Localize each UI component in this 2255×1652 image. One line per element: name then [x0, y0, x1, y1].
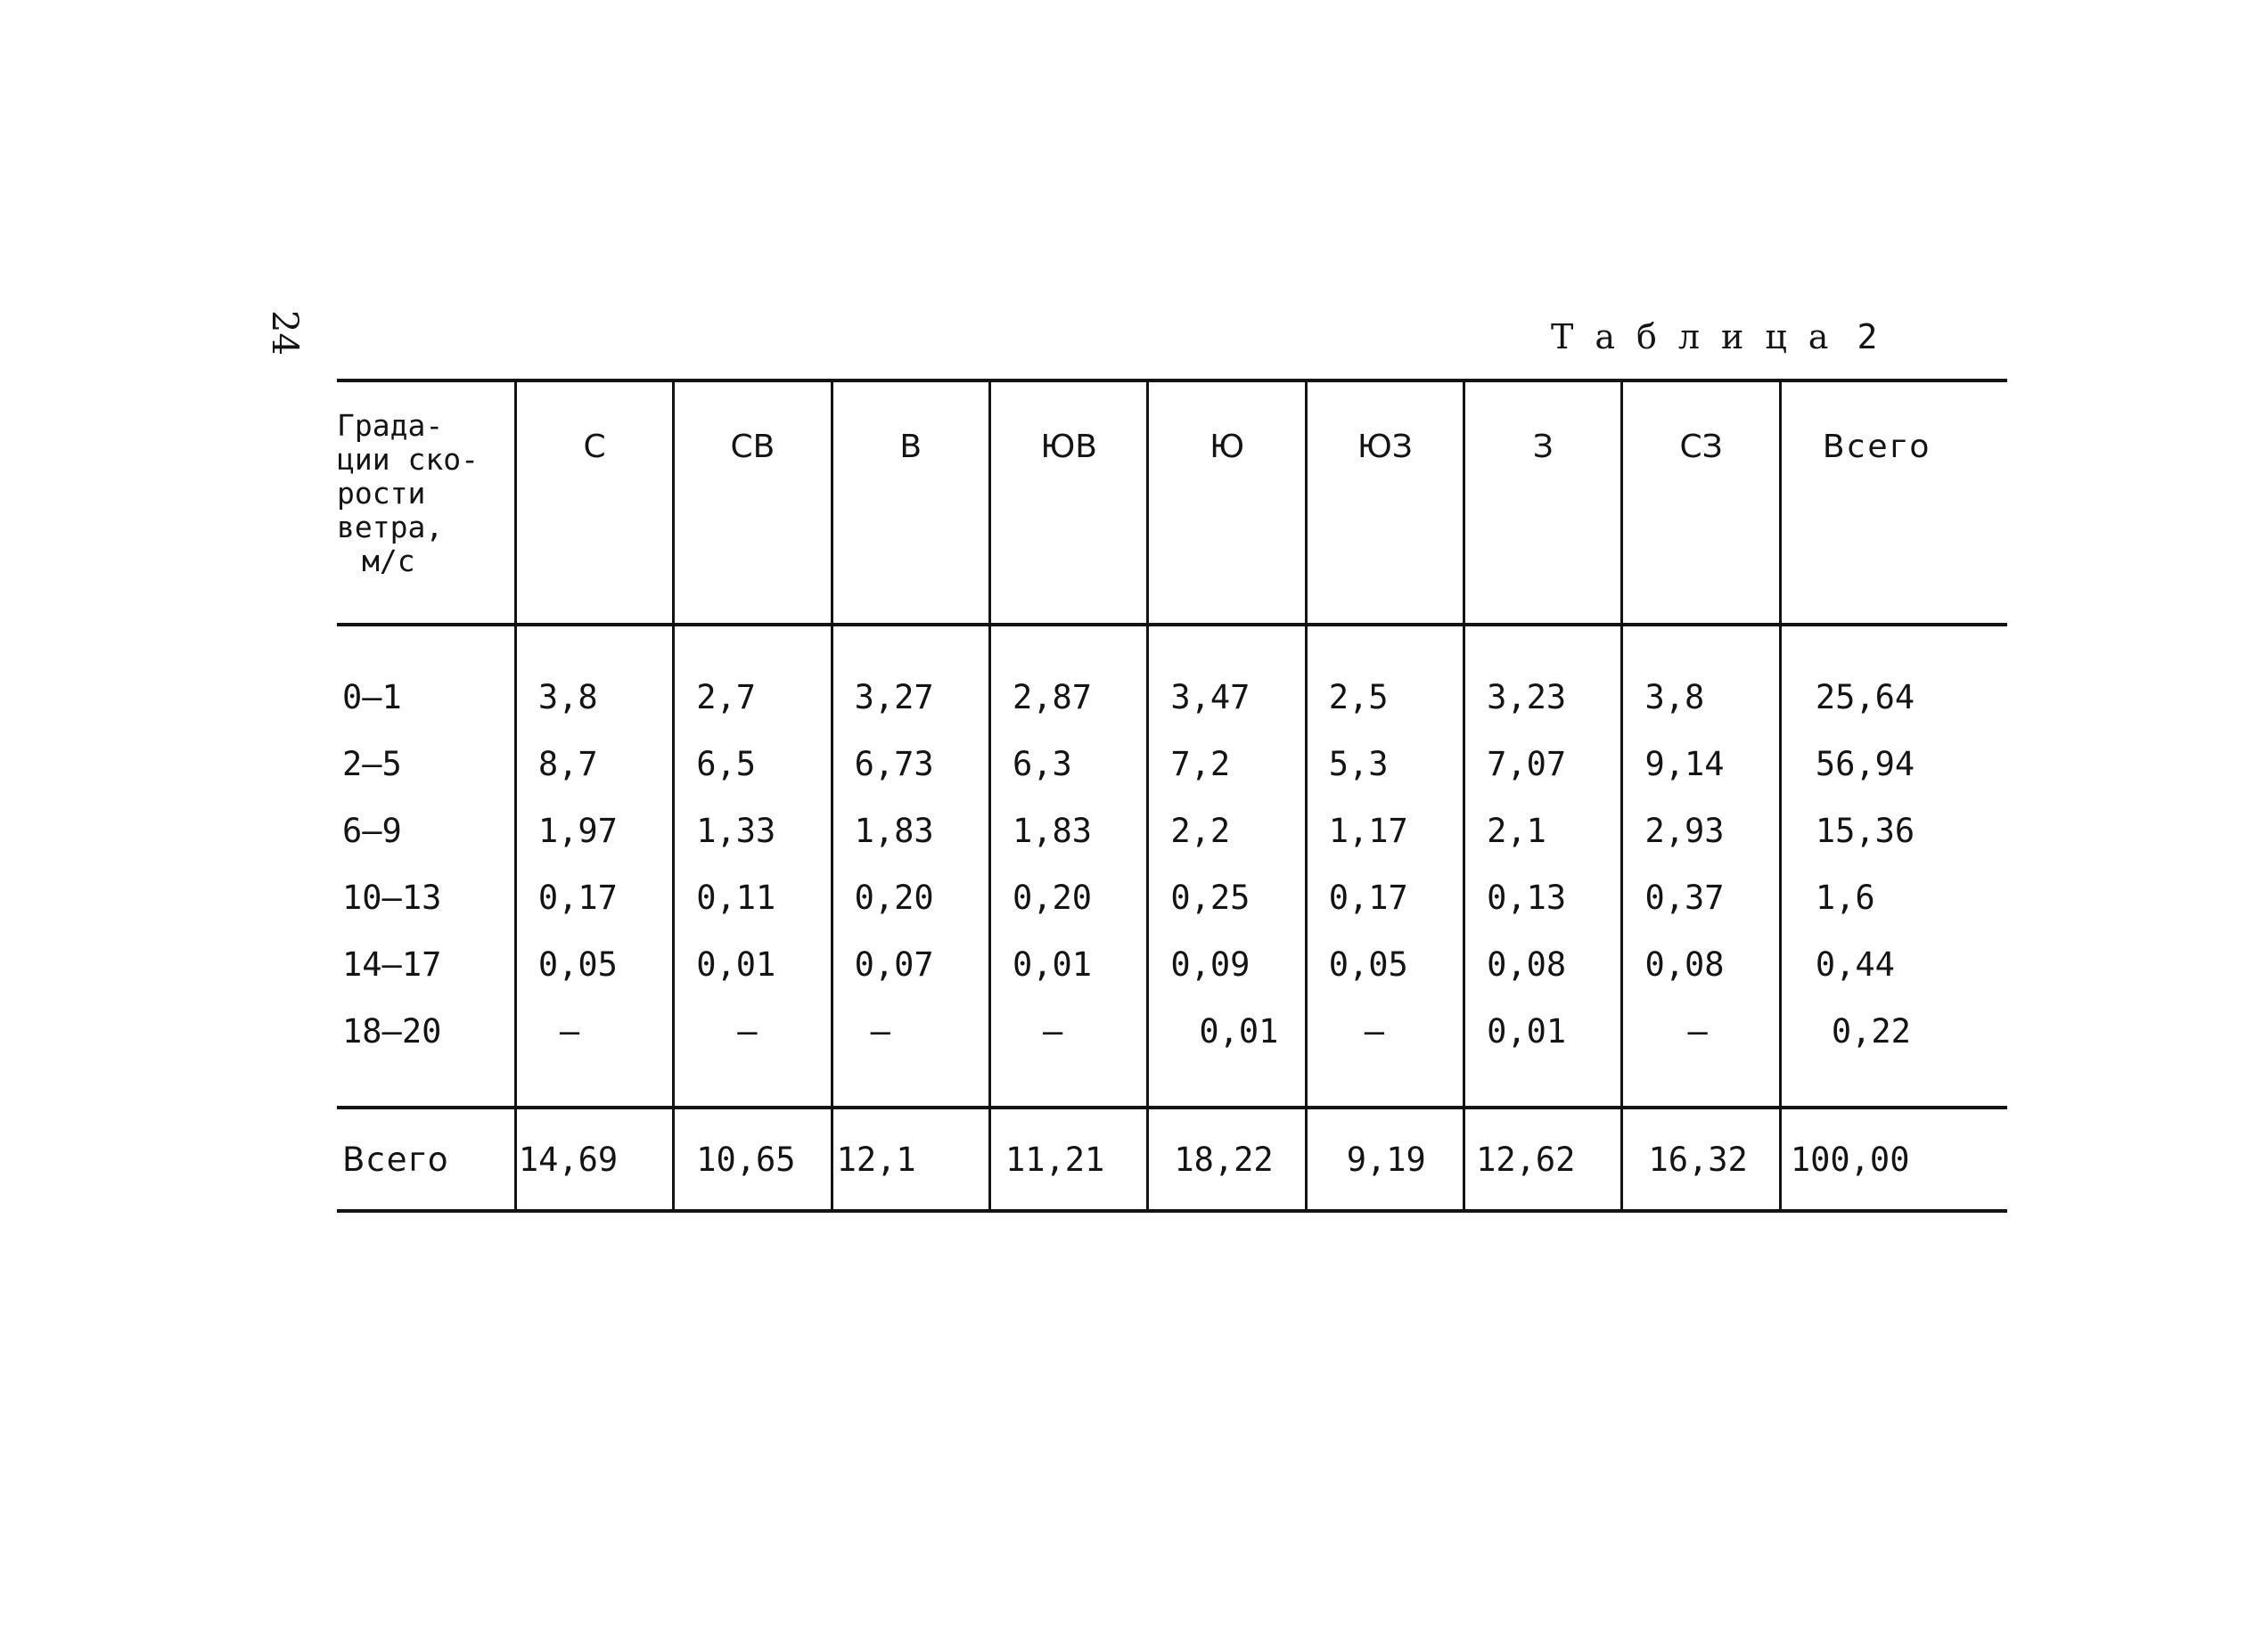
header-row [337, 380, 2007, 625]
table-cell: 0,05 [515, 931, 673, 998]
table-cell: 3,23 [1464, 664, 1622, 731]
table-row [337, 731, 2007, 797]
table-cell: 0,08 [1464, 931, 1622, 998]
table-cell: 0,05 [1306, 931, 1464, 998]
table-row [337, 998, 2007, 1065]
total-cell: 18,22 [1148, 1108, 1306, 1211]
table-row [337, 864, 2007, 931]
header-dir-s: Ю [1148, 380, 1306, 625]
row-total-cell: 25,64 [1780, 664, 2007, 731]
row-total-cell: 56,94 [1780, 731, 2007, 797]
header-speed-line-2: ции ско- [337, 442, 479, 477]
table-cell: 7,2 [1148, 731, 1306, 797]
header-speed-line-3: рости [337, 476, 426, 511]
header-dir-e: В [832, 380, 989, 625]
table-cell: 2,1 [1464, 797, 1622, 864]
table-cell: 8,7 [515, 731, 673, 797]
table-cell: 0,01 [1148, 998, 1306, 1065]
header-speed-line-4: ветра, [337, 510, 444, 544]
table-cell: 2,5 [1306, 664, 1464, 731]
header-dir-n: С [515, 380, 673, 625]
table-cell: 0,08 [1622, 931, 1780, 998]
row-label: 0–1 [342, 678, 402, 716]
table-cell: 0,09 [1148, 931, 1306, 998]
table-cell: – [989, 998, 1147, 1065]
table-row [337, 931, 2007, 998]
header-dir-nw: СЗ [1622, 380, 1780, 625]
row-label: 2–5 [342, 745, 402, 783]
row-label: 6–9 [342, 812, 402, 850]
table-cell: 9,14 [1622, 731, 1780, 797]
table-cell: 3,47 [1148, 664, 1306, 731]
row-total-cell: 15,36 [1780, 797, 2007, 864]
header-speed-line-1: Града- [337, 408, 444, 443]
table-cell: 6,5 [674, 731, 832, 797]
table-cell: 6,73 [832, 731, 989, 797]
row-total-cell: 1,6 [1780, 864, 2007, 931]
table-cell: 0,13 [1464, 864, 1622, 931]
table-cell: 0,20 [832, 864, 989, 931]
header-dir-se: ЮВ [989, 380, 1147, 625]
spacer-row [337, 1065, 2007, 1108]
header-speed-line-5: м/с [362, 544, 415, 578]
header-total: Всего [1780, 380, 2007, 625]
table-cell: 3,8 [515, 664, 673, 731]
row-label: 10–13 [342, 879, 442, 917]
table-cell: 0,37 [1622, 864, 1780, 931]
table-cell: 0,07 [832, 931, 989, 998]
row-label: 18–20 [342, 1012, 442, 1051]
table-cell: 0,25 [1148, 864, 1306, 931]
wind-speed-table [337, 379, 2007, 1213]
total-cell: 11,21 [989, 1108, 1147, 1211]
table-row [337, 664, 2007, 731]
row-total-cell: 0,44 [1780, 931, 2007, 998]
table-cell: 1,17 [1306, 797, 1464, 864]
table-cell: 0,01 [674, 931, 832, 998]
total-cell: 12,1 [832, 1108, 989, 1211]
table-cell: 6,3 [989, 731, 1147, 797]
table-cell: – [832, 998, 989, 1065]
total-cell: 14,69 [515, 1108, 673, 1211]
table-cell: 0,01 [1464, 998, 1622, 1065]
total-row [337, 1108, 2007, 1211]
table-cell: 2,93 [1622, 797, 1780, 864]
table-cell: 0,20 [989, 864, 1147, 931]
table-cell: 1,83 [989, 797, 1147, 864]
table-cell: – [674, 998, 832, 1065]
total-cell: 12,62 [1464, 1108, 1622, 1211]
table-cell: 2,87 [989, 664, 1147, 731]
table-cell: 0,17 [1306, 864, 1464, 931]
spacer-row [337, 625, 2007, 664]
table-cell: 1,83 [832, 797, 989, 864]
table-cell: – [515, 998, 673, 1065]
row-total-cell: 0,22 [1780, 998, 2007, 1065]
table-cell: 0,01 [989, 931, 1147, 998]
table-cell: 2,7 [674, 664, 832, 731]
table-cell: 2,2 [1148, 797, 1306, 864]
table-cell: 3,27 [832, 664, 989, 731]
table-cell: 7,07 [1464, 731, 1622, 797]
table-cell: 3,8 [1622, 664, 1780, 731]
total-cell: 10,65 [674, 1108, 832, 1211]
header-dir-sw: ЮЗ [1306, 380, 1464, 625]
page-number: 24 [264, 310, 305, 356]
header-dir-w: З [1464, 380, 1622, 625]
grand-total-cell: 100,00 [1780, 1108, 2007, 1211]
table-caption-label: Таблица [1551, 317, 1850, 356]
table-caption [1551, 317, 1877, 356]
row-label: 14–17 [342, 945, 442, 984]
table-cell: – [1622, 998, 1780, 1065]
table-cell: – [1306, 998, 1464, 1065]
header-dir-ne: СВ [674, 380, 832, 625]
table-cell: 0,17 [515, 864, 673, 931]
table-row [337, 797, 2007, 864]
total-cell: 9,19 [1306, 1108, 1464, 1211]
header-speed-gradation [337, 380, 515, 625]
total-cell: 16,32 [1622, 1108, 1780, 1211]
table-cell: 1,97 [515, 797, 673, 864]
table-cell: 1,33 [674, 797, 832, 864]
table-cell: 0,11 [674, 864, 832, 931]
table-caption-number: 2 [1857, 317, 1878, 356]
table-cell: 5,3 [1306, 731, 1464, 797]
total-row-label: Всего [337, 1108, 515, 1211]
